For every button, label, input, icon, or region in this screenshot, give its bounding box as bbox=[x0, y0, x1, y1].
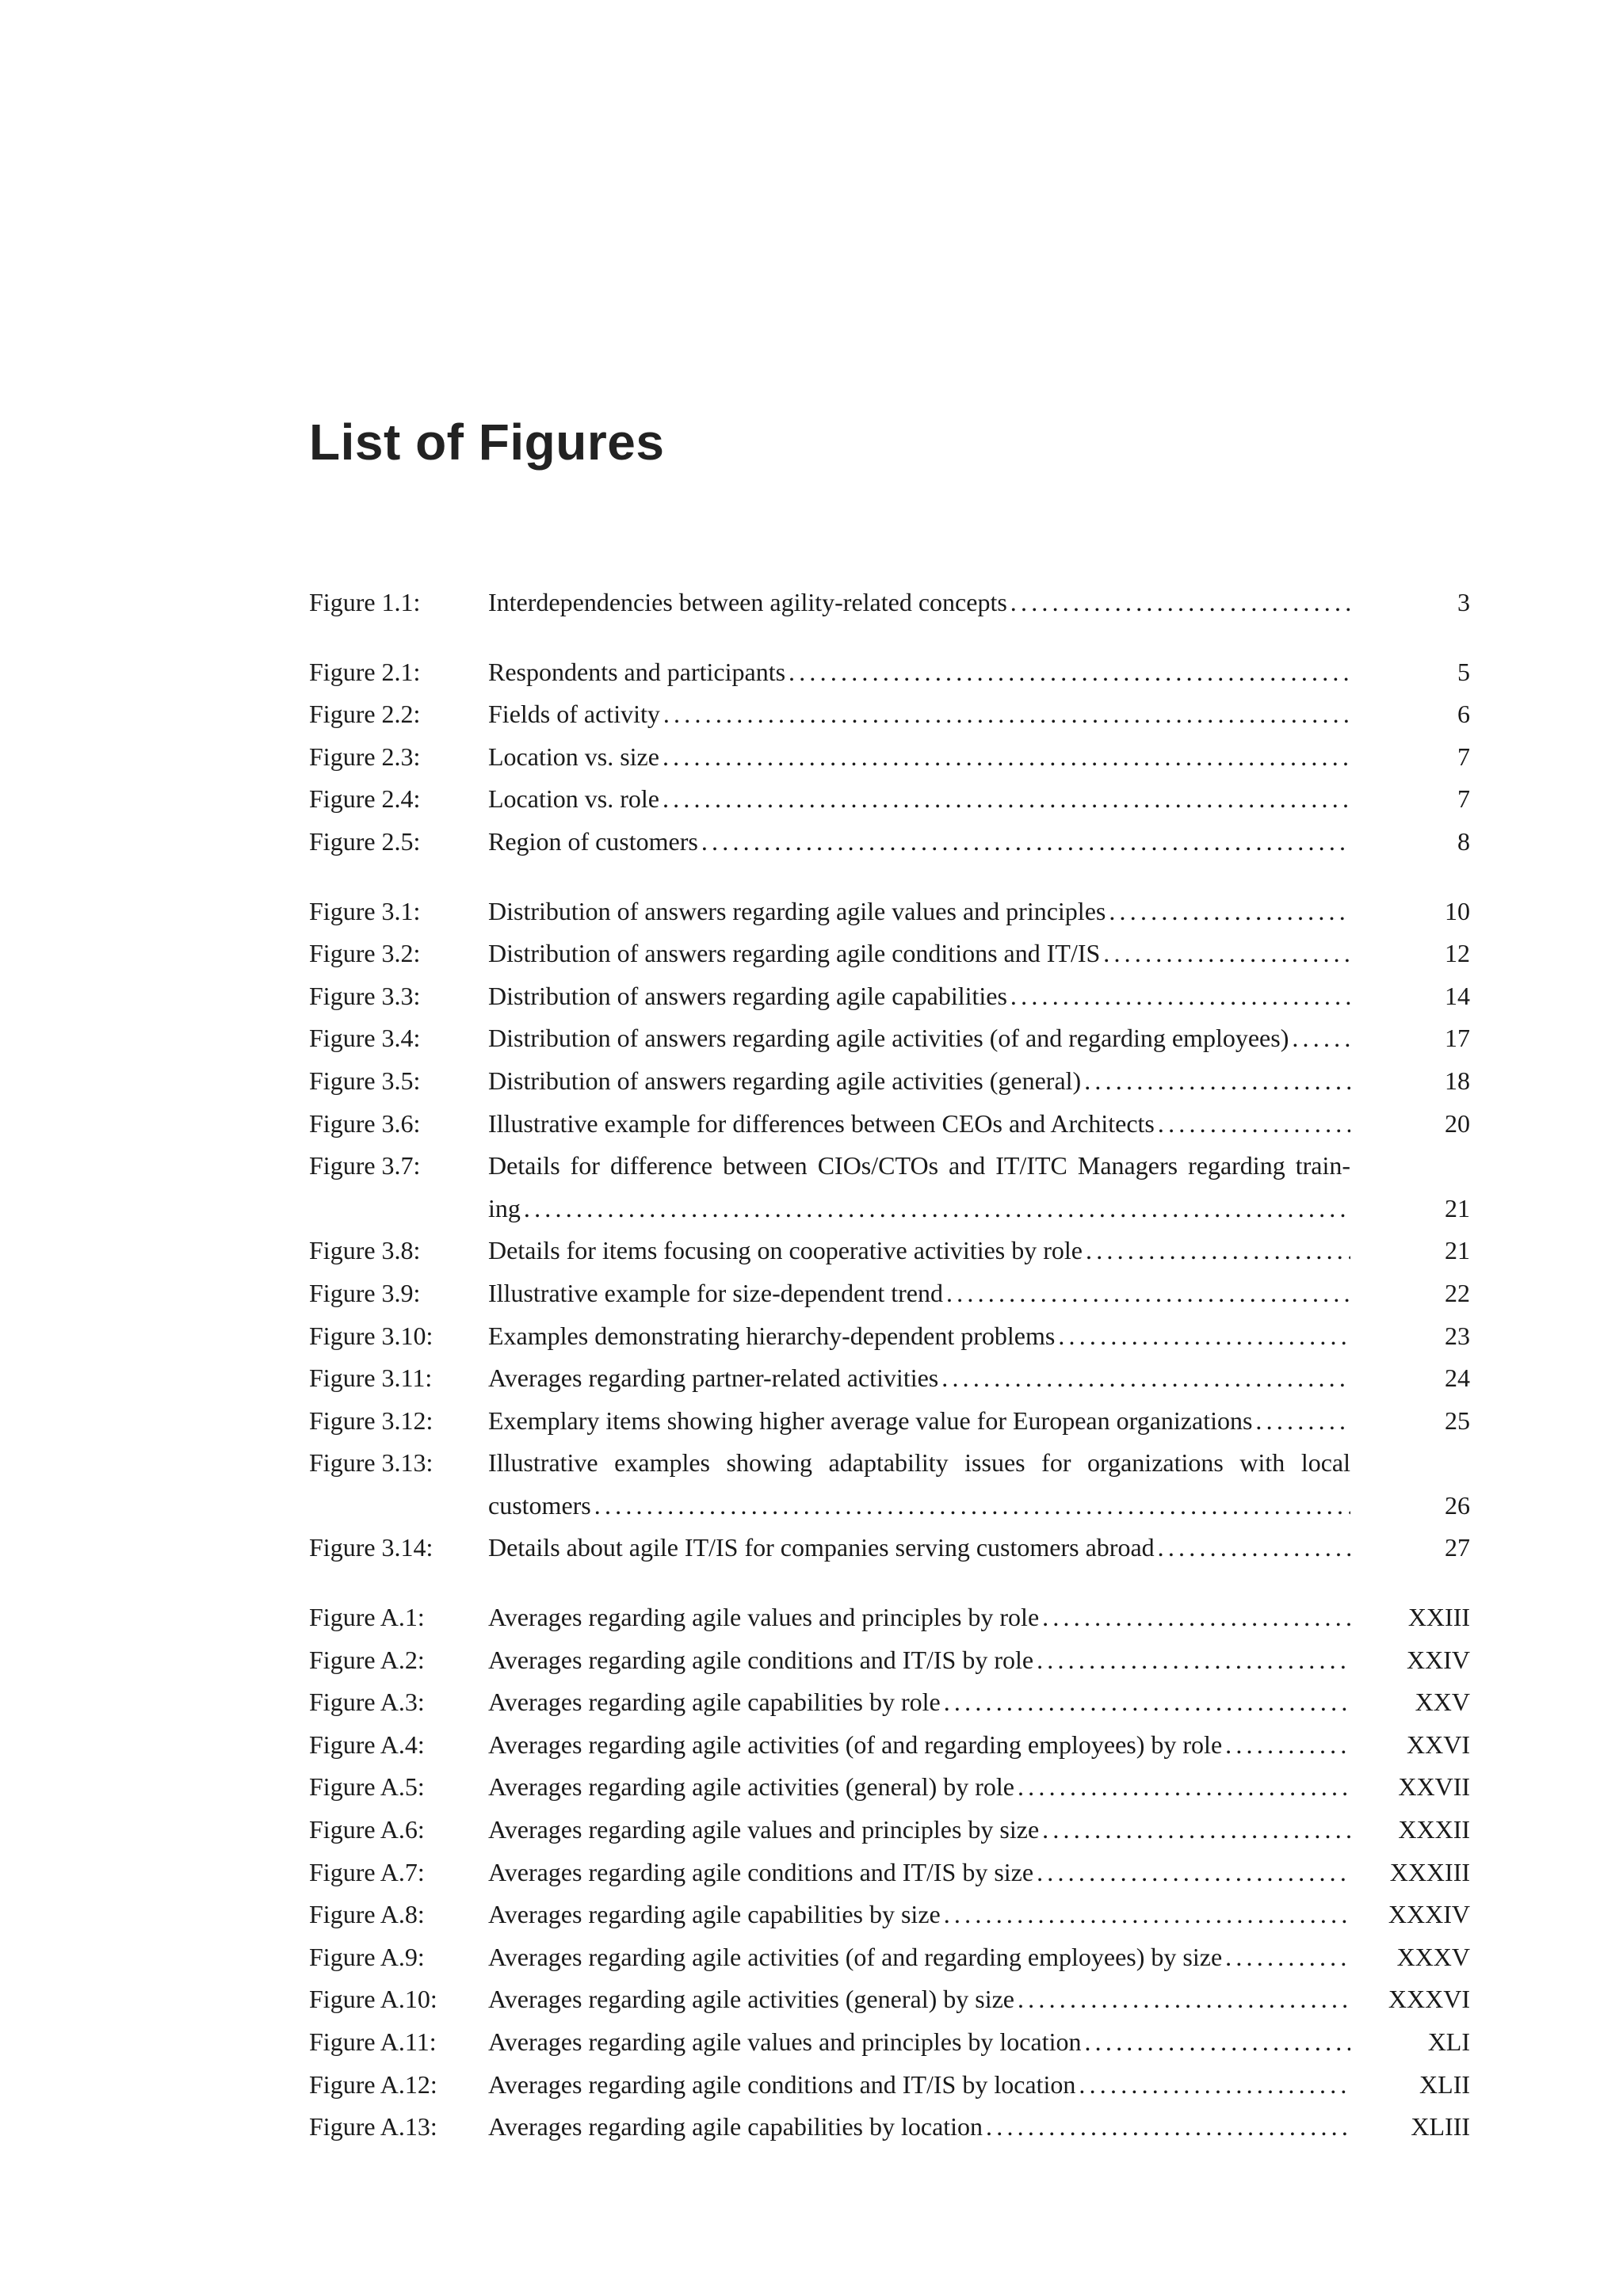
figure-caption-text: Details for items focusing on cooperative activities by role bbox=[488, 1236, 1083, 1265]
figure-caption-text: Averages regarding agile values and principles by role bbox=[488, 1603, 1040, 1632]
figure-label: Figure A.10: bbox=[309, 1985, 437, 2014]
figure-caption-text: Distribution of answers regarding agile capabilities bbox=[488, 981, 1007, 1010]
figure-caption-text: Averages regarding agile capabilities by location bbox=[488, 2112, 983, 2142]
figure-caption-text: Averages regarding agile activities (of and regarding employees) by role bbox=[488, 1730, 1223, 1759]
page-title: List of Figures bbox=[309, 414, 665, 471]
figure-entry[interactable] bbox=[309, 1400, 1470, 1443]
figure-caption-text: Exemplary items showing higher average value for European organizations bbox=[488, 1405, 1253, 1435]
figure-entry[interactable] bbox=[309, 651, 1470, 694]
figure-caption-line bbox=[488, 1766, 1350, 1809]
figure-caption-first-line: Illustrative examples showing adaptability issues for organizations with local bbox=[488, 1448, 1350, 1478]
figure-label: Figure 3.11: bbox=[309, 1363, 433, 1393]
page-number: XXV bbox=[1415, 1688, 1470, 1717]
page-number: XXXV bbox=[1396, 1942, 1470, 1971]
figure-caption-text: Averages regarding partner-related activities bbox=[488, 1363, 939, 1393]
figure-label: Figure A.11: bbox=[309, 2027, 437, 2056]
figure-caption-text: Region of customers bbox=[488, 826, 698, 856]
figure-caption bbox=[488, 1017, 1350, 1060]
page-number: XXIV bbox=[1407, 1645, 1470, 1674]
figure-caption-text: customers bbox=[488, 1490, 591, 1520]
figure-caption-line bbox=[488, 1724, 1350, 1767]
dot-leader bbox=[944, 1894, 1350, 1936]
figure-caption-line bbox=[488, 1978, 1350, 2021]
figure-caption-text: Distribution of answers regarding agile activities (of and regarding employees) bbox=[488, 1024, 1289, 1053]
dot-leader bbox=[1079, 2064, 1350, 2107]
figure-caption-text: Averages regarding agile activities (general) by size bbox=[488, 1985, 1014, 2014]
figure-caption-line bbox=[488, 1188, 1350, 1230]
figure-caption-line bbox=[488, 1681, 1350, 1724]
figure-label: Figure 3.4: bbox=[309, 1024, 421, 1053]
figure-label: Figure 3.5: bbox=[309, 1066, 421, 1095]
figure-caption-text: Averages regarding agile conditions and IT/IS by role bbox=[488, 1645, 1034, 1674]
dot-leader bbox=[1010, 582, 1350, 624]
figure-entry[interactable] bbox=[309, 1809, 1470, 1852]
dot-leader bbox=[1042, 1596, 1350, 1639]
page-number: 12 bbox=[1445, 939, 1470, 968]
page-number: 3 bbox=[1457, 588, 1470, 616]
page-number: XXVII bbox=[1398, 1772, 1470, 1802]
figure-label: Figure A.13: bbox=[309, 2112, 437, 2142]
figure-caption-line bbox=[488, 1485, 1350, 1527]
figure-entry[interactable] bbox=[309, 1145, 1470, 1230]
page-number: 14 bbox=[1445, 981, 1470, 1010]
page-number: XXXVI bbox=[1388, 1985, 1470, 2014]
figure-caption bbox=[488, 736, 1350, 779]
dot-leader bbox=[944, 1681, 1350, 1724]
figure-entry[interactable] bbox=[309, 1894, 1470, 1936]
dot-leader bbox=[946, 1272, 1350, 1315]
dot-leader bbox=[1109, 891, 1350, 933]
dot-leader bbox=[1010, 975, 1350, 1018]
figure-caption-text: Illustrative example for differences between CEOs and Architects bbox=[488, 1108, 1155, 1138]
dot-leader bbox=[1225, 1724, 1350, 1767]
page-number: XXXIV bbox=[1388, 1900, 1470, 1929]
dot-leader bbox=[1018, 1766, 1350, 1809]
figure-entry[interactable] bbox=[309, 1017, 1470, 1060]
figure-caption bbox=[488, 975, 1350, 1018]
figure-caption bbox=[488, 1894, 1350, 1936]
figure-label: Figure A.4: bbox=[309, 1730, 425, 1759]
figure-caption-text: Distribution of answers regarding agile activities (general) bbox=[488, 1066, 1082, 1095]
figure-caption bbox=[488, 1315, 1350, 1358]
page-number: 21 bbox=[1445, 1236, 1470, 1265]
figure-caption-line bbox=[488, 1400, 1350, 1443]
figure-caption-text: Averages regarding agile capabilities by size bbox=[488, 1900, 941, 1929]
figure-entry[interactable] bbox=[309, 1978, 1470, 2021]
figure-entry[interactable] bbox=[309, 821, 1470, 864]
figure-caption bbox=[488, 1639, 1350, 1682]
figure-caption bbox=[488, 1400, 1350, 1443]
figure-caption-line bbox=[488, 1103, 1350, 1146]
list-of-figures bbox=[309, 582, 1470, 2176]
figure-caption-text: Location vs. role bbox=[488, 784, 659, 814]
figure-entry[interactable] bbox=[309, 2064, 1470, 2107]
figure-caption-line bbox=[488, 821, 1350, 864]
figure-caption bbox=[488, 933, 1350, 975]
figure-label: Figure 3.2: bbox=[309, 939, 421, 968]
dot-leader bbox=[1292, 1017, 1350, 1060]
figure-caption bbox=[488, 1766, 1350, 1809]
page-number: 21 bbox=[1445, 1193, 1470, 1222]
figure-caption-text: Averages regarding agile conditions and IT/IS by location bbox=[488, 2069, 1076, 2099]
dot-leader bbox=[524, 1188, 1350, 1230]
figure-group bbox=[309, 891, 1470, 1570]
figure-caption-line bbox=[488, 1852, 1350, 1894]
figure-label: Figure 2.4: bbox=[309, 784, 421, 814]
figure-caption-line bbox=[488, 651, 1350, 694]
figure-caption-text: Fields of activity bbox=[488, 700, 660, 729]
figure-caption bbox=[488, 1852, 1350, 1894]
figure-caption bbox=[488, 2064, 1350, 2107]
dot-leader bbox=[663, 736, 1350, 779]
dot-leader bbox=[1084, 1060, 1350, 1103]
figure-entry[interactable] bbox=[309, 1315, 1470, 1358]
figure-caption bbox=[488, 582, 1350, 624]
figure-entry[interactable] bbox=[309, 778, 1470, 821]
figure-caption-text: Illustrative example for size-dependent trend bbox=[488, 1278, 943, 1307]
figure-entry[interactable] bbox=[309, 1724, 1470, 1767]
figure-caption-text: Distribution of answers regarding agile conditions and IT/IS bbox=[488, 939, 1101, 968]
figure-caption bbox=[488, 1442, 1350, 1527]
figure-caption-line bbox=[488, 1596, 1350, 1639]
figure-entry[interactable] bbox=[309, 1527, 1470, 1569]
figure-caption-text: Interdependencies between agility-related concepts bbox=[488, 588, 1007, 616]
dot-leader bbox=[1037, 1639, 1350, 1682]
figure-entry[interactable] bbox=[309, 1272, 1470, 1315]
figure-caption bbox=[488, 1936, 1350, 1979]
figure-entry[interactable] bbox=[309, 2106, 1470, 2149]
dot-leader bbox=[594, 1485, 1350, 1527]
figure-caption bbox=[488, 1596, 1350, 1639]
figure-caption-line bbox=[488, 975, 1350, 1018]
figure-caption bbox=[488, 1145, 1350, 1230]
dot-leader bbox=[1042, 1809, 1350, 1852]
page-number: 22 bbox=[1445, 1278, 1470, 1307]
figure-caption-line bbox=[488, 1357, 1350, 1400]
figure-entry[interactable] bbox=[309, 891, 1470, 933]
figure-caption bbox=[488, 1272, 1350, 1315]
figure-caption-first-line: Details for difference between CIOs/CTOs and IT/ITC Managers regarding train- bbox=[488, 1151, 1350, 1180]
figure-caption-line bbox=[488, 1315, 1350, 1358]
figure-label: Figure A.2: bbox=[309, 1645, 425, 1674]
figure-label: Figure 2.1: bbox=[309, 657, 421, 686]
figure-caption-text: ing bbox=[488, 1193, 521, 1222]
figure-entry[interactable] bbox=[309, 1852, 1470, 1894]
figure-caption bbox=[488, 1357, 1350, 1400]
figure-label: Figure 3.12: bbox=[309, 1405, 433, 1435]
page-number: XLIII bbox=[1411, 2112, 1470, 2142]
dot-leader bbox=[1158, 1527, 1350, 1569]
figure-label: Figure 2.5: bbox=[309, 826, 421, 856]
dot-leader bbox=[986, 2106, 1350, 2149]
figure-caption-line bbox=[488, 582, 1350, 624]
dot-leader bbox=[1084, 2021, 1350, 2064]
figure-caption-text: Averages regarding agile values and principles by size bbox=[488, 1815, 1040, 1844]
figure-caption bbox=[488, 651, 1350, 694]
figure-caption-text: Location vs. size bbox=[488, 742, 659, 771]
dot-leader bbox=[1018, 1978, 1350, 2021]
figure-label: Figure A.5: bbox=[309, 1772, 425, 1802]
figure-caption bbox=[488, 1809, 1350, 1852]
figure-caption bbox=[488, 2021, 1350, 2064]
figure-caption-line bbox=[488, 1017, 1350, 1060]
figure-label: Figure A.7: bbox=[309, 1857, 425, 1886]
figure-label: Figure 3.3: bbox=[309, 981, 421, 1010]
figure-entry[interactable] bbox=[309, 975, 1470, 1018]
figure-caption-text: Details about agile IT/IS for companies serving customers abroad bbox=[488, 1533, 1155, 1562]
dot-leader bbox=[1086, 1230, 1350, 1272]
figure-entry[interactable] bbox=[309, 933, 1470, 975]
figure-label: Figure A.12: bbox=[309, 2069, 437, 2099]
figure-caption-text: Distribution of answers regarding agile values and principles bbox=[488, 896, 1106, 925]
figure-caption-text: Averages regarding agile conditions and IT/IS by size bbox=[488, 1857, 1034, 1886]
figure-entry[interactable] bbox=[309, 1596, 1470, 1639]
page-number: XXVI bbox=[1407, 1730, 1470, 1759]
dot-leader bbox=[1037, 1852, 1350, 1894]
page-number: 24 bbox=[1445, 1363, 1470, 1393]
figure-caption-text: Averages regarding agile values and principles by location bbox=[488, 2027, 1082, 2056]
dot-leader bbox=[1103, 933, 1350, 975]
figure-entry[interactable] bbox=[309, 1936, 1470, 1979]
page-number: 26 bbox=[1445, 1490, 1470, 1520]
figure-group bbox=[309, 582, 1470, 624]
page-number: 25 bbox=[1445, 1405, 1470, 1435]
dot-leader bbox=[1158, 1103, 1350, 1146]
figure-caption bbox=[488, 1724, 1350, 1767]
figure-label: Figure 2.2: bbox=[309, 700, 421, 729]
page-number: 7 bbox=[1457, 784, 1470, 814]
dot-leader bbox=[789, 651, 1350, 694]
figure-label: Figure 3.7: bbox=[309, 1151, 421, 1180]
figure-label: Figure 3.13: bbox=[309, 1448, 433, 1478]
figure-label: Figure 3.6: bbox=[309, 1108, 421, 1138]
figure-entry[interactable] bbox=[309, 1060, 1470, 1103]
figure-caption-line bbox=[488, 2064, 1350, 2107]
figure-caption bbox=[488, 1681, 1350, 1724]
page-number: 27 bbox=[1445, 1533, 1470, 1562]
figure-entry[interactable] bbox=[309, 1357, 1470, 1400]
figure-caption-line bbox=[488, 736, 1350, 779]
figure-caption bbox=[488, 1230, 1350, 1272]
figure-label: Figure 1.1: bbox=[309, 588, 421, 616]
figure-entry[interactable] bbox=[309, 736, 1470, 779]
figure-caption-line bbox=[488, 1272, 1350, 1315]
figure-caption-line bbox=[488, 1894, 1350, 1936]
figure-caption-line bbox=[488, 2021, 1350, 2064]
figure-label: Figure 2.3: bbox=[309, 742, 421, 771]
figure-label: Figure A.8: bbox=[309, 1900, 425, 1929]
figure-group bbox=[309, 651, 1470, 864]
page-number: 18 bbox=[1445, 1066, 1470, 1095]
figure-entry[interactable] bbox=[309, 1681, 1470, 1724]
dot-leader bbox=[1058, 1315, 1350, 1358]
figure-entry[interactable] bbox=[309, 693, 1470, 736]
page-number: 10 bbox=[1445, 896, 1470, 925]
figure-caption bbox=[488, 1978, 1350, 2021]
figure-caption-line bbox=[488, 778, 1350, 821]
figure-label: Figure 3.8: bbox=[309, 1236, 421, 1265]
page-number: 6 bbox=[1457, 700, 1470, 729]
figure-label: Figure 3.14: bbox=[309, 1533, 433, 1562]
figure-caption-line bbox=[488, 1639, 1350, 1682]
page-number: XXIII bbox=[1407, 1603, 1470, 1632]
page-number: 5 bbox=[1457, 657, 1470, 686]
page-number: XXXII bbox=[1398, 1815, 1470, 1844]
figure-entry[interactable] bbox=[309, 1103, 1470, 1146]
page-number: XLII bbox=[1419, 2069, 1470, 2099]
figure-label: Figure 3.9: bbox=[309, 1278, 421, 1307]
figure-caption bbox=[488, 693, 1350, 736]
page-number: XXXIII bbox=[1389, 1857, 1470, 1886]
figure-caption bbox=[488, 2106, 1350, 2149]
figure-caption bbox=[488, 1060, 1350, 1103]
page-number: 7 bbox=[1457, 742, 1470, 771]
figure-group bbox=[309, 1596, 1470, 2149]
figure-label: Figure A.3: bbox=[309, 1688, 425, 1717]
figure-label: Figure 3.1: bbox=[309, 896, 421, 925]
figure-caption-line bbox=[488, 1060, 1350, 1103]
figure-caption bbox=[488, 891, 1350, 933]
page-number: 20 bbox=[1445, 1108, 1470, 1138]
figure-entry[interactable] bbox=[309, 1639, 1470, 1682]
figure-caption-line bbox=[488, 1809, 1350, 1852]
figure-caption-line bbox=[488, 1527, 1350, 1569]
figure-caption-text: Respondents and participants bbox=[488, 657, 786, 686]
figure-caption-line bbox=[488, 693, 1350, 736]
dot-leader bbox=[941, 1357, 1350, 1400]
figure-label: Figure A.6: bbox=[309, 1815, 425, 1844]
figure-entry[interactable] bbox=[309, 1442, 1470, 1527]
figure-caption-line bbox=[488, 1936, 1350, 1979]
dot-leader bbox=[663, 693, 1350, 736]
page-number: 8 bbox=[1457, 826, 1470, 856]
figure-label: Figure A.1: bbox=[309, 1603, 425, 1632]
figure-caption-text: Examples demonstrating hierarchy-dependent problems bbox=[488, 1321, 1056, 1350]
figure-caption bbox=[488, 1103, 1350, 1146]
figure-label: Figure 3.10: bbox=[309, 1321, 433, 1350]
page-number: XLI bbox=[1427, 2027, 1470, 2056]
page-number: 23 bbox=[1445, 1321, 1470, 1350]
figure-entry[interactable] bbox=[309, 2021, 1470, 2064]
figure-entry[interactable] bbox=[309, 1230, 1470, 1272]
figure-caption-text: Averages regarding agile capabilities by role bbox=[488, 1688, 941, 1717]
dot-leader bbox=[1255, 1400, 1350, 1443]
dot-leader bbox=[663, 778, 1350, 821]
figure-caption-line bbox=[488, 1230, 1350, 1272]
figure-entry[interactable] bbox=[309, 582, 1470, 624]
figure-caption bbox=[488, 821, 1350, 864]
figure-caption-line bbox=[488, 2106, 1350, 2149]
figure-caption-line bbox=[488, 933, 1350, 975]
dot-leader bbox=[701, 821, 1350, 864]
dot-leader bbox=[1225, 1936, 1350, 1979]
figure-label: Figure A.9: bbox=[309, 1942, 425, 1971]
figure-caption bbox=[488, 1527, 1350, 1569]
figure-caption-text: Averages regarding agile activities (general) by role bbox=[488, 1772, 1014, 1802]
page-number: 17 bbox=[1445, 1024, 1470, 1053]
figure-caption-line bbox=[488, 891, 1350, 933]
figure-caption bbox=[488, 778, 1350, 821]
figure-entry[interactable] bbox=[309, 1766, 1470, 1809]
figure-caption-text: Averages regarding agile activities (of and regarding employees) by size bbox=[488, 1942, 1223, 1971]
